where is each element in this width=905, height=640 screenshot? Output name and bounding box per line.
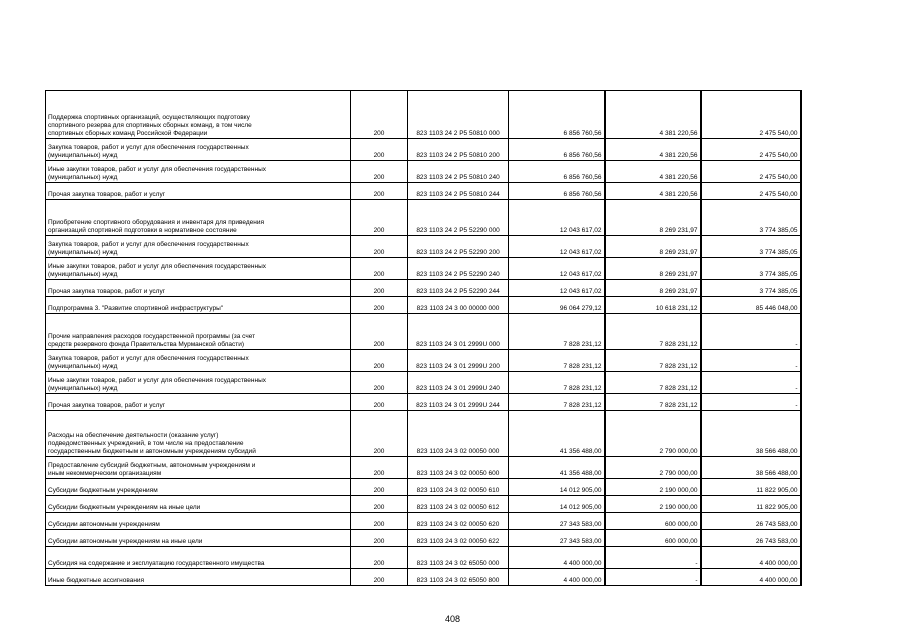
row-kbk-text: 823 1103 24 2 Р5 52290 240 <box>416 271 500 278</box>
row-name-text: Прочая закупка товаров, работ и услуг <box>48 402 166 409</box>
row-name-cell <box>46 547 351 569</box>
row-amount-3-cell <box>701 91 801 139</box>
row-amount-total-text: 12 043 617,02 <box>559 249 602 256</box>
row-amount-2-text: 7 828 231,12 <box>659 341 698 348</box>
row-code-text: 200 <box>373 288 385 295</box>
row-amount-total-cell <box>509 457 605 479</box>
row-kbk-text: 823 1103 24 3 02 00050 620 <box>416 521 500 528</box>
row-amount-2-text: 2 190 000,00 <box>659 487 698 494</box>
row-amount-3-cell <box>701 479 801 496</box>
row-name-cell <box>46 91 351 139</box>
table-row <box>46 513 801 530</box>
row-name-text: Прочая закупка товаров, работ и услуг <box>48 191 166 198</box>
row-name-cell <box>46 513 351 530</box>
row-name-text: Закупка товаров, работ и услуг для обеспечения государственных (муниципальных) нужд <box>48 144 249 159</box>
row-amount-3-text: 11 822 905,00 <box>756 487 798 494</box>
table-row <box>46 547 801 569</box>
table-body <box>46 91 801 586</box>
row-amount-3-cell <box>701 139 801 161</box>
row-name-cell <box>46 457 351 479</box>
row-amount-2-text: - <box>695 560 698 567</box>
row-kbk-cell <box>408 513 509 530</box>
row-code-cell <box>351 479 408 496</box>
row-amount-2-cell <box>605 200 701 236</box>
row-code-text: 200 <box>373 363 385 370</box>
row-amount-2-text: 8 269 231,97 <box>659 271 698 278</box>
row-name-cell <box>46 496 351 513</box>
row-name-cell <box>46 530 351 547</box>
row-amount-total-cell <box>509 91 605 139</box>
row-kbk-text: 823 1103 24 3 02 65050 000 <box>416 560 500 567</box>
row-amount-2-cell <box>605 457 701 479</box>
row-amount-2-text: 2 790 000,00 <box>659 448 698 455</box>
row-amount-3-text: 3 774 385,05 <box>759 288 798 295</box>
row-kbk-cell <box>408 236 509 258</box>
row-kbk-text: 823 1103 24 3 02 00050 000 <box>416 448 500 455</box>
table-row <box>46 236 801 258</box>
row-name-text: Субсидии бюджетным учреждениям на иные цели <box>48 504 201 511</box>
row-kbk-text: 823 1103 24 2 Р5 50810 200 <box>416 152 500 159</box>
row-name-cell <box>46 236 351 258</box>
row-kbk-cell <box>408 280 509 297</box>
row-amount-3-text: 3 774 385,05 <box>759 271 798 278</box>
row-kbk-text: 823 1103 24 3 02 65050 800 <box>416 577 500 584</box>
row-amount-3-cell <box>701 314 801 350</box>
row-amount-2-cell <box>605 479 701 496</box>
row-amount-3-cell <box>701 183 801 200</box>
row-kbk-text: 823 1103 24 3 02 00050 600 <box>416 470 500 477</box>
row-amount-3-text: - <box>795 341 798 348</box>
row-kbk-cell <box>408 496 509 513</box>
row-name-cell <box>46 183 351 200</box>
row-amount-3-cell <box>701 200 801 236</box>
row-kbk-text: 823 1103 24 3 01 2999U 000 <box>416 341 500 348</box>
row-amount-2-text: 4 381 220,56 <box>659 174 698 181</box>
row-code-text: 200 <box>373 487 385 494</box>
row-code-cell <box>351 513 408 530</box>
row-name-cell <box>46 314 351 350</box>
row-kbk-cell <box>408 394 509 411</box>
row-kbk-cell <box>408 139 509 161</box>
row-amount-total-text: 12 043 617,02 <box>559 227 602 234</box>
row-name-text: Закупка товаров, работ и услуг для обеспечения государственных (муниципальных) нужд <box>48 355 249 370</box>
row-amount-2-text: 600 000,00 <box>664 521 698 528</box>
row-amount-3-text: 26 743 583,00 <box>755 521 798 528</box>
row-amount-3-text: 38 566 488,00 <box>755 470 798 477</box>
row-name-text: Субсидии автономным учреждениям на иные цели <box>48 538 203 545</box>
row-amount-total-text: 7 828 231,12 <box>563 341 602 348</box>
row-kbk-text: 823 1103 24 2 Р5 52290 000 <box>416 227 500 234</box>
row-kbk-text: 823 1103 24 3 02 00050 612 <box>416 504 500 511</box>
row-amount-2-cell <box>605 547 701 569</box>
row-name-text: Субсидии бюджетным учреждениям <box>48 487 158 494</box>
row-amount-total-cell <box>509 280 605 297</box>
row-amount-2-text: 600 000,00 <box>664 538 698 545</box>
row-code-text: 200 <box>373 174 385 181</box>
row-code-cell <box>351 394 408 411</box>
row-amount-total-cell <box>509 236 605 258</box>
row-kbk-text: 823 1103 24 2 Р5 50810 000 <box>416 130 500 137</box>
table-row <box>46 314 801 350</box>
row-code-cell <box>351 530 408 547</box>
row-amount-2-text: 7 828 231,12 <box>659 385 698 392</box>
row-amount-2-text: 10 618 231,12 <box>655 305 698 312</box>
row-kbk-text: 823 1103 24 3 02 00050 610 <box>416 487 500 494</box>
row-amount-2-cell <box>605 236 701 258</box>
row-code-text: 200 <box>373 227 385 234</box>
row-kbk-text: 823 1103 24 2 Р5 50810 240 <box>416 174 500 181</box>
row-amount-3-text: 3 774 385,05 <box>759 249 798 256</box>
table-row <box>46 280 801 297</box>
row-amount-total-text: 6 856 760,56 <box>563 174 602 181</box>
row-amount-total-text: 4 400 000,00 <box>563 577 602 584</box>
row-code-text: 200 <box>373 448 385 455</box>
row-code-text: 200 <box>373 560 385 567</box>
row-amount-3-text: 38 566 488,00 <box>755 448 798 455</box>
row-code-text: 200 <box>373 305 385 312</box>
row-code-text: 200 <box>373 341 385 348</box>
table-row <box>46 91 801 139</box>
table-row <box>46 297 801 314</box>
row-amount-total-text: 14 012 905,00 <box>559 504 602 511</box>
row-kbk-cell <box>408 200 509 236</box>
row-code-cell <box>351 314 408 350</box>
row-kbk-cell <box>408 314 509 350</box>
row-code-cell <box>351 457 408 479</box>
row-amount-3-cell <box>701 547 801 569</box>
row-name-cell <box>46 350 351 372</box>
row-amount-total-cell <box>509 200 605 236</box>
row-amount-2-text: 4 381 220,56 <box>659 152 698 159</box>
table-row <box>46 479 801 496</box>
row-kbk-cell <box>408 91 509 139</box>
row-code-text: 200 <box>373 538 385 545</box>
row-amount-total-cell <box>509 183 605 200</box>
row-kbk-cell <box>408 411 509 457</box>
row-amount-total-text: 12 043 617,02 <box>559 271 602 278</box>
row-amount-3-text: 11 822 905,00 <box>756 504 798 511</box>
row-name-cell <box>46 161 351 183</box>
row-kbk-cell <box>408 183 509 200</box>
row-kbk-cell <box>408 530 509 547</box>
row-amount-total-cell <box>509 547 605 569</box>
row-name-cell <box>46 569 351 586</box>
row-code-cell <box>351 200 408 236</box>
row-amount-3-cell <box>701 394 801 411</box>
row-amount-3-cell <box>701 457 801 479</box>
row-code-text: 200 <box>373 385 385 392</box>
row-amount-2-text: - <box>695 577 698 584</box>
row-code-cell <box>351 372 408 394</box>
row-code-text: 200 <box>373 521 385 528</box>
row-amount-total-cell <box>509 513 605 530</box>
row-code-text: 200 <box>373 504 385 511</box>
row-amount-2-cell <box>605 350 701 372</box>
row-amount-2-cell <box>605 280 701 297</box>
row-name-text: Расходы на обеспечение деятельности (оказание услуг) подведомственных учреждений, в том числе на предоставление государственным бюджетным и автономным учреждениям субсидий <box>48 432 256 455</box>
row-kbk-text: 823 1103 24 2 Р5 52290 200 <box>416 249 500 256</box>
row-code-text: 200 <box>373 470 385 477</box>
row-name-cell <box>46 479 351 496</box>
row-amount-2-text: 7 828 231,12 <box>659 363 698 370</box>
row-code-cell <box>351 297 408 314</box>
row-kbk-cell <box>408 350 509 372</box>
row-amount-3-cell <box>701 236 801 258</box>
row-code-cell <box>351 280 408 297</box>
row-amount-3-cell <box>701 161 801 183</box>
row-name-cell <box>46 372 351 394</box>
row-amount-2-cell <box>605 372 701 394</box>
row-amount-3-cell <box>701 411 801 457</box>
row-kbk-cell <box>408 569 509 586</box>
row-code-cell <box>351 258 408 280</box>
row-amount-total-text: 12 043 617,02 <box>559 288 602 295</box>
row-amount-3-text: 26 743 583,00 <box>755 538 798 545</box>
page-number: 408 <box>444 614 461 624</box>
table-row <box>46 200 801 236</box>
row-amount-2-cell <box>605 530 701 547</box>
row-amount-3-text: 2 475 540,00 <box>759 191 798 198</box>
row-amount-3-cell <box>701 372 801 394</box>
row-amount-total-text: 14 012 905,00 <box>559 487 602 494</box>
row-name-cell <box>46 258 351 280</box>
row-name-cell <box>46 411 351 457</box>
row-code-cell <box>351 183 408 200</box>
row-kbk-text: 823 1103 24 3 01 2999U 240 <box>416 385 500 392</box>
row-kbk-text: 823 1103 24 2 Р5 52290 244 <box>416 288 500 295</box>
row-amount-2-text: 4 381 220,56 <box>659 191 698 198</box>
row-name-text: Иные закупки товаров, работ и услуг для обеспечения государственных (муниципальных) нужд <box>48 263 266 278</box>
row-kbk-cell <box>408 297 509 314</box>
row-name-cell <box>46 280 351 297</box>
table-row <box>46 496 801 513</box>
row-kbk-cell <box>408 547 509 569</box>
table-row <box>46 139 801 161</box>
row-amount-total-cell <box>509 411 605 457</box>
row-amount-total-cell <box>509 350 605 372</box>
row-amount-total-text: 27 343 583,00 <box>559 538 602 545</box>
row-amount-total-cell <box>509 161 605 183</box>
row-kbk-cell <box>408 479 509 496</box>
row-amount-total-cell <box>509 530 605 547</box>
row-amount-total-text: 6 856 760,56 <box>563 152 602 159</box>
row-amount-3-text: 4 400 000,00 <box>759 577 798 584</box>
row-code-cell <box>351 496 408 513</box>
row-amount-3-cell <box>701 569 801 586</box>
row-amount-3-cell <box>701 496 801 513</box>
row-amount-3-cell <box>701 513 801 530</box>
row-amount-3-text: - <box>795 402 798 409</box>
row-amount-total-cell <box>509 314 605 350</box>
table-row <box>46 372 801 394</box>
row-amount-3-cell <box>701 280 801 297</box>
row-name-text: Приобретение спортивного оборудования и инвентаря для приведения организаций спортивной подготовки в нормативное состояние <box>48 219 264 234</box>
row-code-cell <box>351 350 408 372</box>
row-name-cell <box>46 394 351 411</box>
row-amount-total-text: 6 856 760,56 <box>563 191 602 198</box>
row-kbk-cell <box>408 457 509 479</box>
row-amount-total-text: 27 343 583,00 <box>559 521 602 528</box>
row-amount-3-text: 2 475 540,00 <box>759 130 798 137</box>
row-name-text: Предоставление субсидий бюджетным, автономным учреждениям и иным некоммерческим организациям <box>48 462 256 477</box>
row-name-text: Иные закупки товаров, работ и услуг для обеспечения государственных (муниципальных) нужд <box>48 166 266 181</box>
row-code-text: 200 <box>373 191 385 198</box>
row-kbk-text: 823 1103 24 3 01 2999U 200 <box>416 363 500 370</box>
row-kbk-text: 823 1103 24 2 Р5 50810 244 <box>416 191 500 198</box>
row-amount-2-cell <box>605 411 701 457</box>
row-name-cell <box>46 139 351 161</box>
row-amount-2-text: 2 790 000,00 <box>659 470 698 477</box>
row-amount-2-cell <box>605 314 701 350</box>
row-code-cell <box>351 569 408 586</box>
row-code-text: 200 <box>373 577 385 584</box>
row-amount-2-text: 8 269 231,97 <box>659 227 698 234</box>
row-amount-3-text: - <box>795 363 798 370</box>
row-amount-2-text: 4 381 220,56 <box>659 130 698 137</box>
row-amount-2-cell <box>605 183 701 200</box>
row-amount-total-text: 41 356 488,00 <box>559 448 602 455</box>
row-code-cell <box>351 91 408 139</box>
row-kbk-cell <box>408 161 509 183</box>
row-amount-3-text: 4 400 000,00 <box>759 560 798 567</box>
row-amount-total-cell <box>509 258 605 280</box>
row-amount-2-cell <box>605 569 701 586</box>
row-code-text: 200 <box>373 249 385 256</box>
row-amount-2-cell <box>605 258 701 280</box>
row-kbk-text: 823 1103 24 3 02 00050 622 <box>416 538 500 545</box>
row-amount-total-cell <box>509 372 605 394</box>
row-amount-3-cell <box>701 258 801 280</box>
table-row <box>46 530 801 547</box>
row-code-text: 200 <box>373 152 385 159</box>
row-code-cell <box>351 161 408 183</box>
row-amount-2-text: 2 190 000,00 <box>659 504 698 511</box>
row-amount-2-cell <box>605 161 701 183</box>
row-amount-total-cell <box>509 394 605 411</box>
row-name-text: Закупка товаров, работ и услуг для обеспечения государственных (муниципальных) нужд <box>48 241 249 256</box>
row-amount-3-cell <box>701 297 801 314</box>
row-amount-2-text: 8 269 231,97 <box>659 288 698 295</box>
row-amount-total-text: 7 828 231,12 <box>563 402 602 409</box>
row-amount-3-cell <box>701 350 801 372</box>
row-name-text: Иные закупки товаров, работ и услуг для обеспечения государственных (муниципальных) нужд <box>48 377 266 392</box>
table-row <box>46 411 801 457</box>
row-amount-total-cell <box>509 569 605 586</box>
table-row <box>46 394 801 411</box>
row-amount-3-text: 2 475 540,00 <box>759 152 798 159</box>
row-code-text: 200 <box>373 271 385 278</box>
row-kbk-cell <box>408 372 509 394</box>
row-amount-3-cell <box>701 530 801 547</box>
row-amount-3-text: 2 475 540,00 <box>759 174 798 181</box>
row-kbk-text: 823 1103 24 3 01 2999U 244 <box>416 402 500 409</box>
row-name-cell <box>46 200 351 236</box>
table-row <box>46 350 801 372</box>
row-code-cell <box>351 547 408 569</box>
table-row <box>46 258 801 280</box>
row-amount-2-cell <box>605 297 701 314</box>
table-row <box>46 569 801 586</box>
row-amount-2-text: 7 828 231,12 <box>659 402 698 409</box>
row-name-text: Иные бюджетные ассигнования <box>48 577 145 584</box>
row-amount-total-text: 96 064 279,12 <box>559 305 602 312</box>
row-amount-total-cell <box>509 297 605 314</box>
row-name-text: Субсидии автономным учреждениям <box>48 521 160 528</box>
row-amount-2-cell <box>605 513 701 530</box>
row-amount-total-text: 4 400 000,00 <box>563 560 602 567</box>
row-code-cell <box>351 411 408 457</box>
row-amount-3-text: - <box>795 385 798 392</box>
row-name-cell <box>46 297 351 314</box>
row-amount-total-text: 41 356 488,00 <box>559 470 602 477</box>
table-row <box>46 457 801 479</box>
row-amount-2-cell <box>605 91 701 139</box>
row-code-cell <box>351 139 408 161</box>
row-amount-2-text: 8 269 231,97 <box>659 249 698 256</box>
row-amount-2-cell <box>605 394 701 411</box>
table-row <box>46 161 801 183</box>
row-name-text: Подпрограмма 3. "Развитие спортивной инфраструктуры" <box>48 305 224 312</box>
row-name-text: Прочая закупка товаров, работ и услуг <box>48 288 166 295</box>
row-code-text: 200 <box>373 402 385 409</box>
row-amount-3-text: 85 446 048,00 <box>755 305 798 312</box>
row-amount-total-cell <box>509 479 605 496</box>
row-amount-2-cell <box>605 496 701 513</box>
row-kbk-cell <box>408 258 509 280</box>
row-kbk-text: 823 1103 24 3 00 00000 000 <box>416 305 500 312</box>
row-amount-total-text: 7 828 231,12 <box>563 385 602 392</box>
row-amount-total-cell <box>509 496 605 513</box>
row-code-text: 200 <box>373 130 385 137</box>
budget-table <box>45 90 802 586</box>
row-amount-3-text: 3 774 385,05 <box>759 227 798 234</box>
row-name-text: Субсидия на содержание и эксплуатацию государственного имущества <box>48 560 265 567</box>
row-name-text: Прочие направления расходов государственной программы (за счет средств резервного фонда Правительства Мурманской области) <box>48 333 256 348</box>
table-row <box>46 183 801 200</box>
row-amount-total-text: 7 828 231,12 <box>563 363 602 370</box>
row-amount-total-cell <box>509 139 605 161</box>
row-amount-total-text: 6 856 760,56 <box>563 130 602 137</box>
row-amount-2-cell <box>605 139 701 161</box>
row-code-cell <box>351 236 408 258</box>
row-name-text: Поддержка спортивных организаций, осуществляющих подготовку спортивного резерва для спортивных сборных команд, в том числе спортивных сборных команд Российской Федерации <box>48 114 252 137</box>
